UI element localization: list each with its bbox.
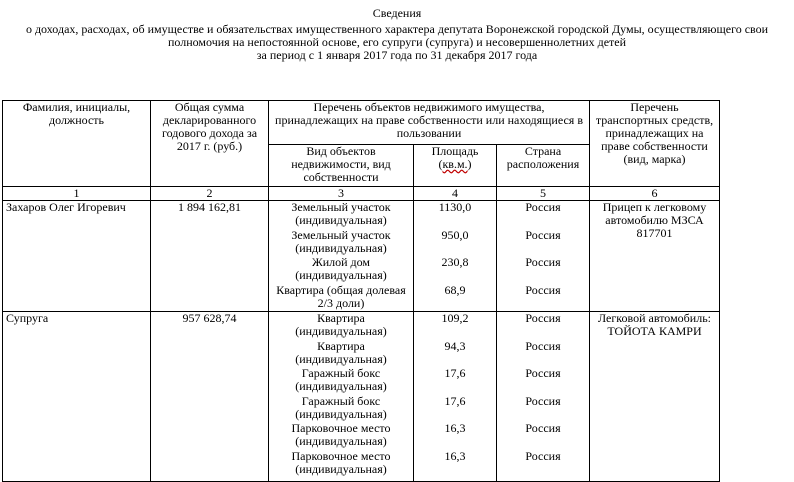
column-number: 5	[497, 187, 590, 201]
object-area: 68,9	[444, 282, 466, 297]
column-number: 4	[414, 187, 497, 201]
declaration-table	[2, 100, 720, 482]
object-country: Россия	[525, 421, 561, 435]
document-subtitle-line2: полномочия на непостоянной основе, его супруги (супруга) и несовершеннолетних детей	[167, 35, 627, 49]
column-number: 3	[269, 187, 414, 201]
header-area: Площадь (кв.м.)	[414, 145, 497, 187]
object-area: 109,2	[441, 311, 469, 325]
object-country: Россия	[525, 366, 561, 380]
header-object-type: Вид объектов недвижимости, вид собственности	[269, 145, 414, 187]
object-country: Россия	[525, 311, 561, 325]
object-type: Земельный участок (индивидуальная)	[291, 200, 391, 227]
object-country: Россия	[525, 338, 561, 353]
object-type: Квартира (общая долевая 2/3 доли)	[276, 282, 406, 310]
object-country: Россия	[525, 255, 561, 269]
document-subtitle-line1: о доходах, расходах, об имуществе и обязательствах имущественного характера депутата Воронежской городской Думы, осуществляющего свои	[25, 22, 769, 36]
object-type: Жилой дом (индивидуальная)	[295, 255, 387, 282]
object-type: Парковочное место (индивидуальная)	[291, 448, 391, 476]
document-title: Сведения	[372, 6, 422, 20]
column-number: 6	[590, 187, 720, 201]
object-areas	[414, 201, 497, 312]
header-country: Страна расположения	[497, 145, 590, 187]
object-country: Россия	[525, 200, 561, 214]
object-types	[269, 312, 414, 482]
person-income: 957 628,74	[151, 312, 269, 482]
person-vehicles: Прицеп к легковому автомобилю МЗСА 817701	[590, 201, 720, 312]
person-name: Захаров Олег Игоревич	[3, 201, 151, 312]
header-realty: Перечень объектов недвижимого имущества, принадлежащих на праве собственности или находящиеся в пользовании	[269, 101, 590, 145]
person-income: 1 894 162,81	[151, 201, 269, 312]
object-types	[269, 201, 414, 312]
object-countries	[497, 312, 590, 482]
object-area: 950,0	[441, 227, 469, 242]
object-countries	[497, 201, 590, 312]
object-country: Россия	[525, 393, 561, 408]
object-country: Россия	[525, 227, 561, 242]
object-areas	[414, 312, 497, 482]
object-area: 94,3	[444, 338, 466, 353]
header-name: Фамилия, инициалы, должность	[3, 101, 151, 187]
table-row	[3, 312, 720, 482]
object-area: 1130,0	[438, 200, 472, 214]
object-area: 17,6	[444, 393, 466, 408]
object-area: 17,6	[444, 366, 466, 380]
object-type: Гаражный бокс (индивидуальная)	[295, 366, 387, 393]
object-country: Россия	[525, 448, 561, 463]
column-number: 1	[3, 187, 151, 201]
header-income: Общая сумма декларированного годового дохода за 2017 г. (руб.)	[151, 101, 269, 187]
object-type: Парковочное место (индивидуальная)	[291, 421, 391, 448]
header-vehicles: Перечень транспортных средств, принадлежащих на праве собственности (вид, марка)	[590, 101, 720, 187]
object-type: Квартира (индивидуальная)	[295, 338, 387, 366]
object-type: Квартира (индивидуальная)	[295, 311, 387, 338]
table-row	[3, 201, 720, 312]
object-country: Россия	[525, 282, 561, 297]
object-area: 16,3	[444, 448, 466, 463]
object-type: Земельный участок (индивидуальная)	[291, 227, 391, 255]
object-area: 16,3	[444, 421, 466, 435]
person-name: Супруга	[3, 312, 151, 482]
object-area: 230,8	[441, 255, 469, 269]
person-vehicles: Легковой автомобиль: ТОЙОТА КАМРИ	[590, 312, 720, 482]
document-period: за период с 1 января 2017 года по 31 декабря 2017 года	[256, 48, 538, 62]
object-type: Гаражный бокс (индивидуальная)	[295, 393, 387, 421]
column-number: 2	[151, 187, 269, 201]
